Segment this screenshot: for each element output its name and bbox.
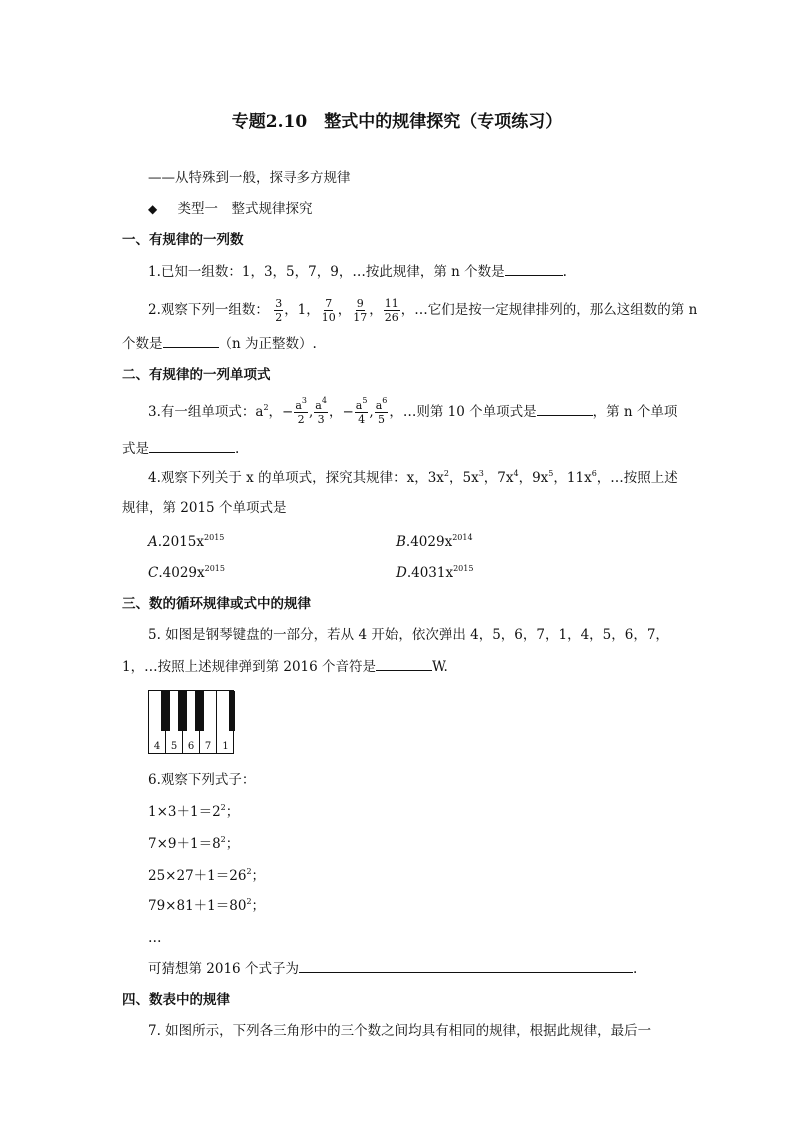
black-key [161, 691, 170, 731]
fraction-base: a [375, 399, 383, 412]
type-heading [148, 199, 313, 219]
question-2-line-2 [122, 333, 317, 354]
question-7-line-1: 7. 如图所示，下列各三角形中的三个数之间均具有相同的规律，根据此规律，最后一 [148, 1023, 652, 1039]
exponent: 2 [246, 867, 252, 876]
separator: ， [369, 302, 383, 318]
fraction-numerator [375, 396, 389, 413]
option-letter: A [148, 534, 158, 550]
question-3-line-1: 3.有一组单项式：$a^2$，− $\frac{a^3}{2}$ , $\frac{a^4}{3}$ ，− $\frac{a^5}{4}$ , $\frac{a^6}{5}$ ，…则第 10 个单项式是 ，第 n 个单项 [148, 396, 678, 426]
question-4-line-2: 规律，第 2015 个单项式是 [122, 500, 287, 516]
type-heading-text: 类型一 整式规律探究 [177, 201, 313, 217]
section-heading-4: 四、数表中的规律 [122, 992, 230, 1008]
fraction-denominator: 5 [378, 413, 386, 426]
key-label: 7 [204, 741, 212, 752]
separator: ， [337, 302, 352, 318]
fraction-denominator: 2 [275, 311, 283, 324]
question-3-line-2 [122, 438, 239, 459]
ellipsis: … [148, 930, 162, 946]
question-6-end: . [632, 961, 638, 977]
fraction-a6-5 [375, 396, 389, 426]
equation-end: ； [251, 868, 266, 884]
exponent: 2 [263, 403, 269, 412]
answer-blank-q6[interactable] [299, 958, 633, 973]
subtitle: ——从特殊到一般，探寻多方规律 [148, 170, 351, 186]
fraction-numerator: 11 [384, 297, 399, 310]
option-c[interactable] [148, 563, 225, 583]
fraction-a4-3 [314, 396, 328, 426]
question-2-line-2-b: （n 为正整数）. [218, 336, 317, 352]
page-title: 专题2.10 整式中的规律探究（专项练习） [231, 112, 563, 132]
equation-2 [148, 834, 239, 854]
key-label: 4 [153, 741, 161, 752]
section-heading-3: 三、数的循环规律或式中的规律 [122, 596, 311, 612]
equation-text: 1×3＋1＝2 [148, 804, 221, 820]
option-body: .4029x [158, 565, 205, 581]
fraction-denominator: 3 [317, 413, 325, 426]
fraction-denominator: 10 [321, 311, 336, 324]
exponent: 5 [548, 469, 554, 478]
term: ，7x [483, 470, 514, 486]
term: ，5x [449, 470, 479, 486]
option-body: .4031x [406, 565, 454, 581]
equation-text: 7×9＋1＝8 [148, 836, 221, 852]
option-letter: B [396, 534, 406, 550]
option-body: .2015x [157, 534, 205, 550]
question-3-end: . [235, 441, 240, 457]
fraction-numerator: 9 [356, 297, 364, 310]
fraction-base: a [295, 399, 302, 412]
question-2-prefix: 2.观察下列一组数： [148, 302, 269, 318]
exponent: 2 [220, 803, 226, 812]
question-3-suffix-b: ，第 n 个单项 [592, 404, 678, 420]
separator: ，− [328, 404, 354, 420]
question-1 [148, 261, 567, 282]
fraction-a5-4 [355, 396, 369, 426]
diamond-bullet-icon: ◆ [148, 202, 158, 216]
question-5-end: W. [432, 659, 448, 675]
exponent: 2015 [453, 564, 474, 573]
key-label: 6 [187, 741, 195, 752]
black-key [195, 691, 204, 731]
exponent: 5 [362, 396, 368, 405]
question-6-guess-text: 可猜想第 2016 个式子为 [148, 961, 299, 977]
answer-blank-q3a[interactable] [537, 401, 593, 416]
question-6-guess [148, 958, 637, 979]
answer-blank-q5[interactable] [376, 656, 432, 671]
key-label: 1 [222, 741, 229, 752]
question-1-end: . [562, 264, 567, 280]
answer-blank-q2[interactable] [163, 333, 219, 348]
question-2-suffix: ，…它们是按一定规律排列的，那么这组数的第 n [400, 302, 698, 318]
equation-end: ； [251, 898, 266, 914]
fraction-base: a [315, 399, 322, 412]
option-d[interactable] [396, 563, 473, 583]
fraction-denominator: 2 [297, 413, 305, 426]
fraction-denominator: 17 [353, 311, 368, 324]
question-6-intro: 6.观察下列式子： [148, 772, 256, 788]
equation-text: 25×27＋1＝26 [148, 868, 247, 884]
question-2-mid: ，1， [284, 302, 320, 318]
option-body: .4029x [405, 534, 453, 550]
equation-text: 79×81＋1＝80 [148, 898, 247, 914]
separator: ，− [268, 404, 294, 420]
question-3-line-2-text: 式是 [122, 441, 149, 457]
answer-blank-q3b[interactable] [149, 438, 235, 453]
section-heading-1: 一、有规律的一列数 [122, 232, 244, 248]
exponent: 6 [382, 396, 388, 405]
piano-keyboard-figure [148, 690, 234, 754]
exponent: 6 [591, 469, 597, 478]
fraction-base: a [355, 399, 363, 412]
fraction-numerator [355, 396, 369, 413]
key-label: 5 [170, 741, 178, 752]
fraction-denominator: 26 [384, 311, 399, 324]
question-1-text: 1.已知一组数：1，3，5，7，9，…按此规律，第 n 个数是 [148, 264, 505, 280]
question-4-text: 4.观察下列关于 x 的单项式，探究其规律：x，3x [148, 470, 444, 486]
equation-end: ； [225, 836, 240, 852]
exponent: 4 [513, 469, 519, 478]
fraction-9-17 [352, 297, 368, 324]
fraction-7-10 [321, 297, 337, 324]
exponent: 3 [301, 396, 307, 405]
fraction-11-26 [384, 297, 400, 324]
fraction-numerator: 7 [325, 297, 333, 310]
fraction-3-2 [274, 297, 283, 324]
equation-1 [148, 802, 239, 822]
equation-4 [148, 896, 265, 916]
black-key [229, 691, 235, 731]
fraction-denominator: 4 [358, 413, 366, 426]
option-a[interactable] [148, 532, 224, 552]
option-letter: D [396, 565, 407, 581]
exponent: 2015 [204, 564, 225, 573]
question-5-line-2-text: 1，…按照上述规律弹到第 2016 个音符是 [122, 659, 377, 675]
option-b[interactable] [396, 532, 473, 552]
question-4-line-1 [148, 468, 678, 488]
exponent: 2014 [452, 533, 473, 542]
fraction-numerator [314, 396, 328, 413]
question-2-line-1 [148, 292, 697, 328]
exponent: 3 [478, 469, 484, 478]
option-letter: C [148, 565, 159, 581]
fraction-numerator [294, 396, 308, 413]
exponent: 2 [443, 469, 449, 478]
equation-end: ； [225, 804, 240, 820]
question-2-line-2-a: 个数是 [122, 336, 163, 352]
term: ，11x [553, 470, 592, 486]
exponent: 2015 [204, 533, 225, 542]
question-5-line-1: 5. 如图是钢琴键盘的一部分，若从 4 开始，依次弹出 4，5，6，7，1，4，5，6，7， [148, 627, 669, 643]
fraction-numerator: 3 [275, 297, 283, 310]
equation-3 [148, 866, 265, 886]
answer-blank-q1[interactable] [505, 261, 563, 276]
fraction-a3-2 [294, 396, 308, 426]
term: ，9x [518, 470, 549, 486]
exponent: 2 [220, 835, 226, 844]
question-3-suffix-a: ，…则第 10 个单项式是 [389, 404, 537, 420]
question-4-rest: ，…按照上述 [596, 470, 678, 486]
exponent: 4 [321, 396, 327, 405]
question-5-line-2 [122, 656, 448, 677]
section-heading-2: 二、有规律的一列单项式 [122, 367, 271, 383]
question-3-prefix: 3.有一组单项式：a [148, 404, 264, 420]
exponent: 2 [246, 897, 252, 906]
black-key [178, 691, 187, 731]
